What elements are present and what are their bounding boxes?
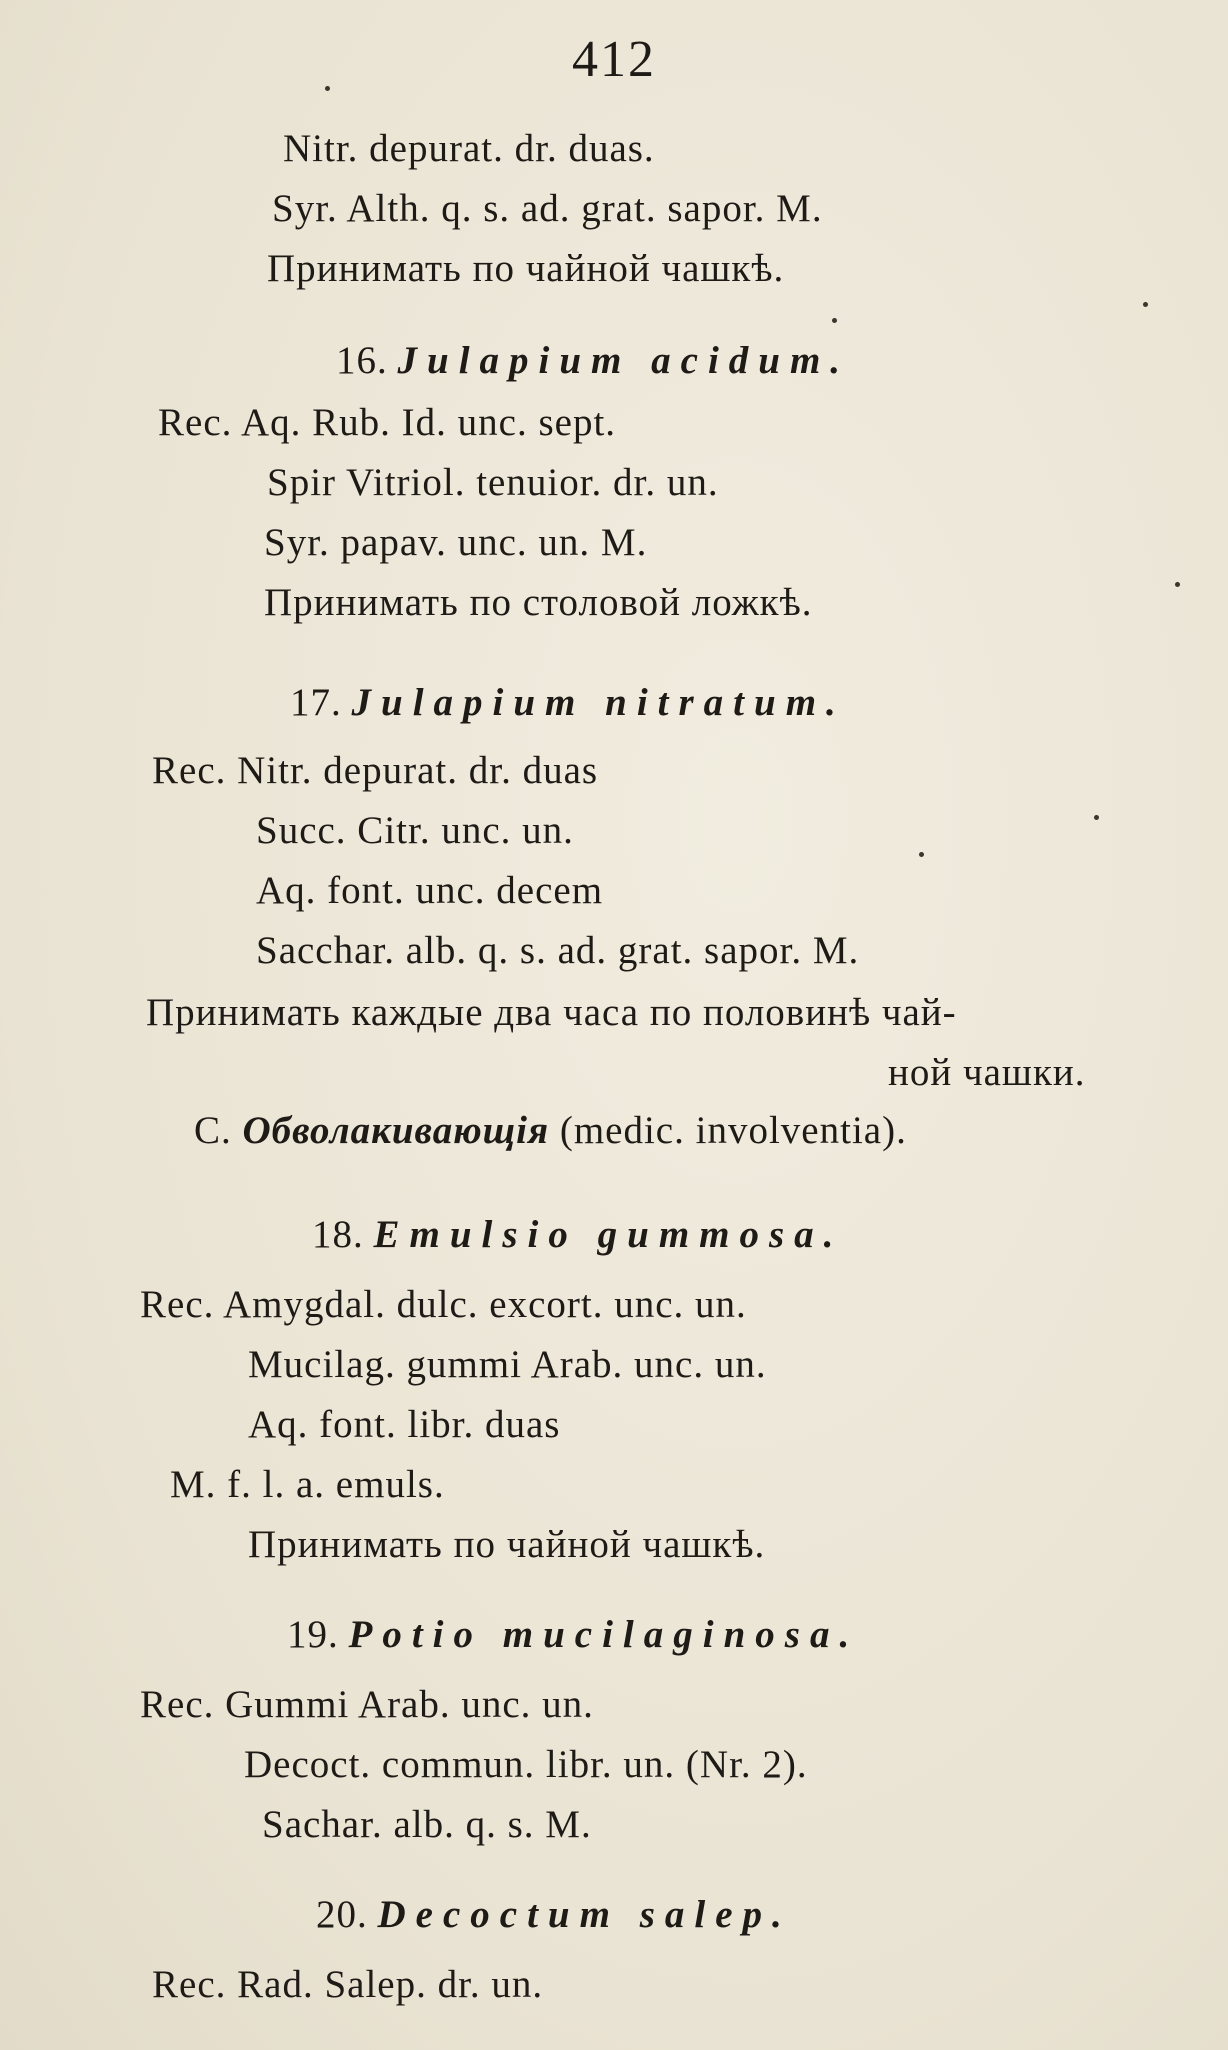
section-title: Обволакивающія [242,1109,550,1152]
text-line: Rec. Rad. Salep. dr. un. [152,1963,544,2006]
text-line: Rec. Amygdal. dulc. excort. unc. un. [140,1283,747,1326]
recipe-name: Julapium nitratum. [351,681,846,724]
section-latin: (medic. involventia). [559,1109,907,1152]
recipe-name: Decoctum salep. [377,1893,792,1936]
text-line: Syr. papav. unc. un. M. [264,521,648,564]
recipe-name: Potio mucilaginosa. [348,1613,860,1656]
recipe-title-20 [316,1892,792,1937]
text-line: Syr. Alth. q. s. ad. grat. sapor. M. [272,187,823,230]
text-line: Succ. Citr. unc. un. [256,809,574,852]
paper-speck [325,86,330,91]
recipe-title-17 [290,680,846,725]
text-line: M. f. l. a. emuls. [170,1463,445,1506]
text-line: Sachar. alb. q. s. M. [262,1803,592,1846]
recipe-title-18 [312,1212,843,1257]
paper-speck [832,318,837,323]
text-line: Nitr. depurat. dr. duas. [283,127,655,170]
text-line: Принимать по чайной чашкѣ. [267,247,785,290]
paper-speck [919,852,924,857]
text-line: Spir Vitriol. tenuior. dr. un. [267,461,719,504]
text-line: Aq. font. libr. duas [248,1403,561,1446]
section-letter: C. [194,1109,232,1152]
recipe-title-16 [336,338,850,383]
recipe-number: 20. [316,1893,368,1936]
text-line: Rec. Nitr. depurat. dr. duas [152,749,599,792]
text-line: Aq. font. unc. decem [256,869,604,912]
text-line: Принимать по чайной чашкѣ. [248,1523,766,1566]
text-line: Принимать по столовой ложкѣ. [264,581,813,624]
text-line: Decoct. commun. libr. un. (Nr. 2). [244,1743,808,1786]
recipe-name: Emulsio gummosa. [373,1213,844,1256]
recipe-number: 18. [312,1213,364,1256]
paper-speck [1143,302,1148,307]
text-line: Mucilag. gummi Arab. unc. un. [248,1343,767,1386]
paper-speck [1175,582,1180,587]
recipe-name: Julapium acidum. [397,339,851,382]
page-number: 412 [572,31,656,88]
section-heading-c [194,1108,907,1153]
recipe-number: 17. [290,681,342,724]
text-line: Sacchar. alb. q. s. ad. grat. sapor. M. [256,929,860,972]
text-line: Принимать каждые два часа по половинѣ чай- [146,991,957,1034]
paper-speck [1094,815,1099,820]
recipe-number: 19. [287,1613,339,1656]
text-line: ной чашки. [888,1051,1086,1094]
recipe-title-19 [287,1612,859,1657]
text-line: Rec. Aq. Rub. Id. unc. sept. [158,401,617,444]
recipe-number: 16. [336,339,388,382]
text-line: Rec. Gummi Arab. unc. un. [140,1683,594,1726]
